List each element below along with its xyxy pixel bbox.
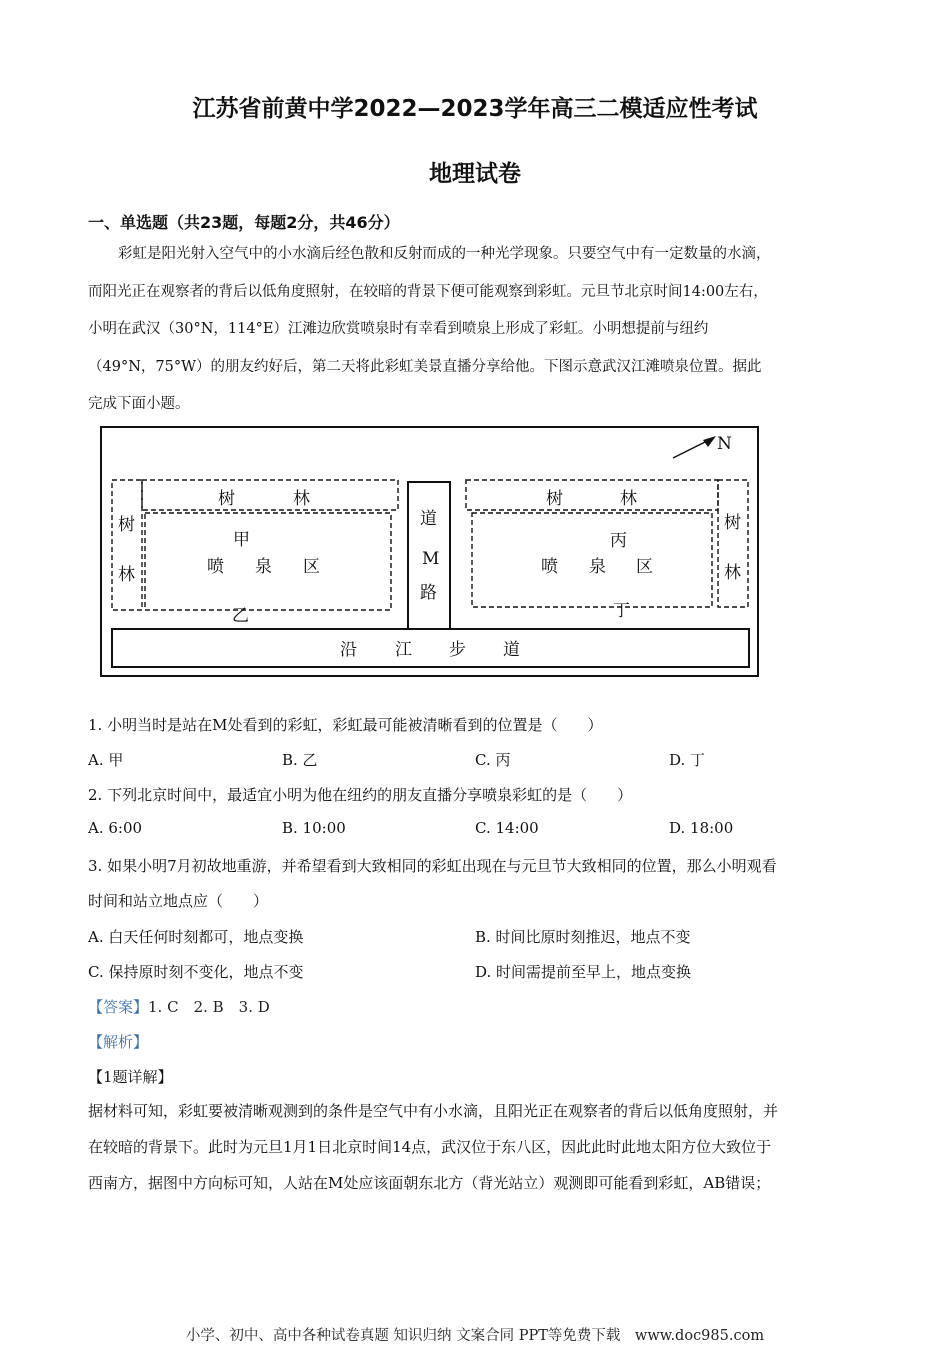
left-tree-side-2: 林 xyxy=(118,565,135,585)
question-1-option-b: B. 乙 xyxy=(282,751,318,769)
question-1-option-d: D. 丁 xyxy=(669,751,706,769)
left-zone-label-2: 泉 xyxy=(255,557,272,577)
analysis-line: 在较暗的背景下。此时为元旦1月1日北京时间14点，武汉位于东八区，因此此时此地太阳方位大致位于 xyxy=(88,1138,772,1156)
marker-ding: 丁 xyxy=(613,601,630,621)
page-title: 江苏省前黄中学2022—2023学年高三二模适应性考试 xyxy=(192,96,758,122)
right-tree-strip-side xyxy=(718,480,748,607)
right-tree-top-1: 树 xyxy=(546,489,563,509)
north-arrowhead-icon xyxy=(703,436,716,447)
passage-line: 完成下面小题。 xyxy=(88,396,190,412)
analysis-line: 据材料可知，彩虹要被清晰观测到的条件是空气中有小水滴，且阳光正在观察者的背后以低角度照射，并 xyxy=(88,1102,779,1120)
walkway-label-2: 江 xyxy=(395,640,412,660)
left-zone-label-1: 喷 xyxy=(207,557,224,577)
passage-line: （49°N，75°W）的朋友约好后，第二天将此彩虹美景直播分享给他。下图示意武汉江滩喷泉位置。据此 xyxy=(88,359,762,375)
left-tree-top-1: 树 xyxy=(218,489,235,509)
left-zone-label-3: 区 xyxy=(303,557,320,577)
question-1-option-a: A. 甲 xyxy=(88,751,124,769)
marker-yi: 乙 xyxy=(232,606,249,626)
question-3-stem: 时间和站立地点应（ ） xyxy=(88,892,269,910)
right-zone-label-3: 区 xyxy=(636,557,653,577)
section-heading: 一、单选题（共23题，每题2分，共46分） xyxy=(88,213,400,232)
question-3-option-c: C. 保持原时刻不变化，地点不变 xyxy=(88,963,304,981)
riverside-walkway xyxy=(112,629,749,667)
question-3-option-d: D. 时间需提前至早上，地点变换 xyxy=(475,963,692,981)
analysis-tag: 【解析】 xyxy=(88,1033,149,1051)
right-tree-side-2: 林 xyxy=(724,563,741,583)
road-label-1: 道 xyxy=(420,509,437,529)
marker-jia: 甲 xyxy=(233,530,250,550)
question-2-option-d: D. 18:00 xyxy=(669,819,734,837)
road-label-3: 路 xyxy=(420,583,437,603)
question-3-option-a: A. 白天任何时刻都可，地点变换 xyxy=(88,928,304,946)
left-tree-top-2: 林 xyxy=(293,489,310,509)
question-2-stem: 2. 下列北京时间中，最适宜小明为他在纽约的朋友直播分享喷泉彩虹的是（ ） xyxy=(88,786,633,804)
answer-values: 1. C 2. B 3. D xyxy=(148,998,270,1016)
left-tree-side-1: 树 xyxy=(118,515,135,535)
passage-line: 小明在武汉（30°N，114°E）江滩边欣赏喷泉时有幸看到喷泉上形成了彩虹。小明想提前与纽约 xyxy=(88,321,709,337)
right-zone-label-1: 喷 xyxy=(541,557,558,577)
right-zone-label-2: 泉 xyxy=(589,557,606,577)
page-footer: 小学、初中、高中各种试卷真题 知识归纳 文案合同 PPT等免费下载 www.doc985.com xyxy=(185,1328,765,1344)
road-label-2: M xyxy=(422,549,440,569)
question-2-option-c: C. 14:00 xyxy=(475,819,539,837)
right-tree-side-1: 树 xyxy=(724,513,741,533)
question-2-option-b: B. 10:00 xyxy=(282,819,346,837)
marker-bing: 丙 xyxy=(610,531,627,551)
right-tree-top-2: 林 xyxy=(620,489,637,509)
north-label: N xyxy=(717,434,732,454)
left-tree-strip-side xyxy=(112,480,142,610)
walkway-label-3: 步 xyxy=(449,640,466,660)
answer-tag: 【答案】 xyxy=(88,998,149,1016)
page-subtitle: 地理试卷 xyxy=(429,161,521,187)
detail-heading: 【1题详解】 xyxy=(88,1068,173,1086)
passage-line: 彩虹是阳光射入空气中的小水滴后经色散和反射而成的一种光学现象。只要空气中有一定数量的水滴， xyxy=(118,246,771,262)
right-tree-strip-top xyxy=(466,480,718,510)
answer-line xyxy=(88,996,270,1017)
question-3-stem: 3. 如果小明7月初故地重游，并希望看到大致相同的彩虹出现在与元旦节大致相同的位置，那么小明观看 xyxy=(88,857,777,875)
question-1-option-c: C. 丙 xyxy=(475,751,511,769)
walkway-label-4: 道 xyxy=(503,640,520,660)
left-tree-strip-top xyxy=(142,480,398,510)
passage-line: 而阳光正在观察者的背后以低角度照射，在较暗的背景下便可能观察到彩虹。元旦节北京时间14:00左右， xyxy=(88,284,768,300)
question-1-stem: 1. 小明当时是站在M处看到的彩虹，彩虹最可能被清晰看到的位置是（ ） xyxy=(88,716,603,734)
analysis-line: 西南方，据图中方向标可知，人站在M处应该面朝东北方（背光站立）观测即可能看到彩虹，AB错误； xyxy=(88,1174,771,1192)
question-2-option-a: A. 6:00 xyxy=(88,819,143,837)
question-3-option-b: B. 时间比原时刻推迟，地点不变 xyxy=(475,928,691,946)
walkway-label-1: 沿 xyxy=(340,640,357,660)
